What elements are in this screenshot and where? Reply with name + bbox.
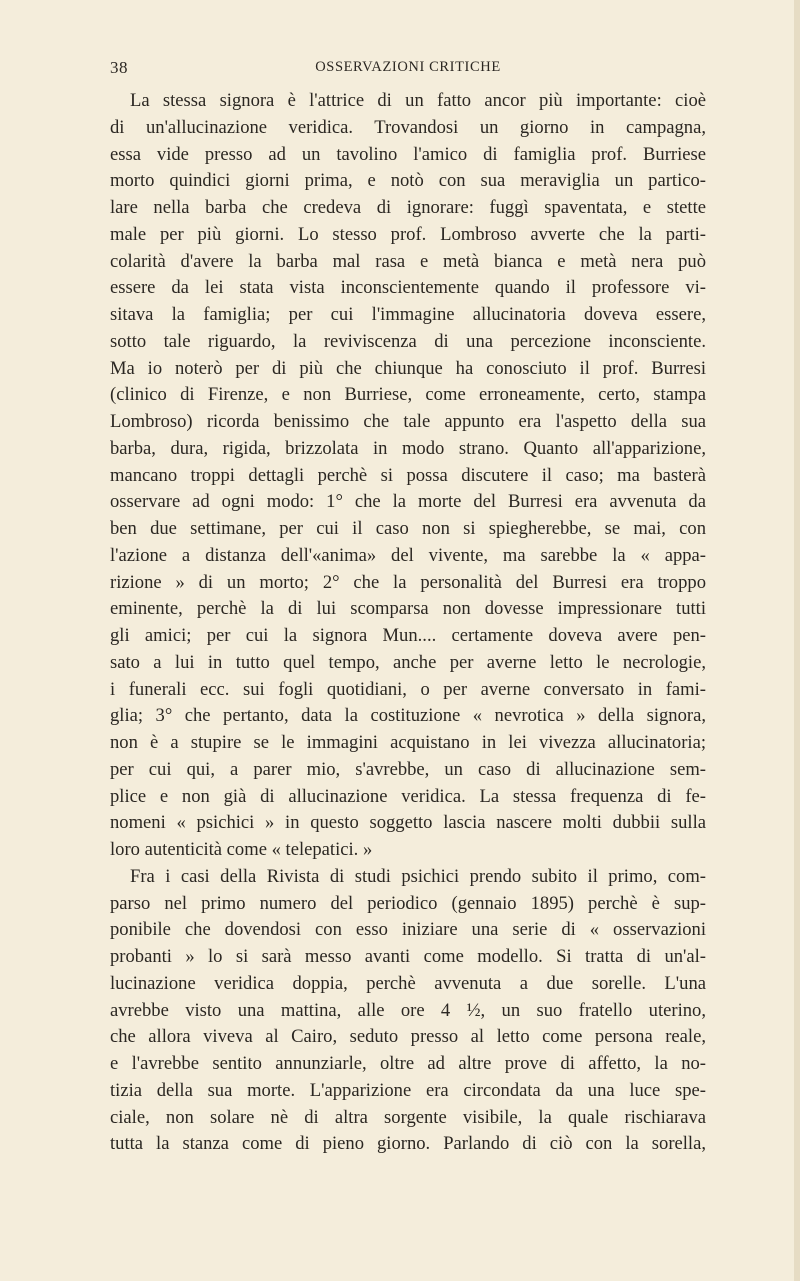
text-line: avrebbe visto una mattina, alle ore 4 ½, un suo fratello uterino, bbox=[110, 999, 706, 1021]
text-line: di un'allucinazione veridica. Trovandosi un giorno in campagna, bbox=[110, 116, 706, 138]
text-line: osservare ad ogni modo: 1° che la morte del Burresi era avvenuta da bbox=[110, 491, 706, 513]
text-line: Fra i casi della Rivista di studi psichici prendo subito il primo, com- bbox=[130, 865, 706, 887]
paragraph-2 bbox=[110, 864, 706, 1158]
text-line: nomeni « psichici » in questo soggetto lascia nascere molti dubbii sulla bbox=[110, 812, 706, 834]
text-line: essere da lei stata vista inconscientemente quando il professore vi- bbox=[110, 277, 706, 299]
text-line: Lombroso) ricorda benissimo che tale appunto era l'aspetto della sua bbox=[110, 411, 706, 432]
text-line: l'azione a distanza dell'«anima» del vivente, ma sarebbe la « appa- bbox=[110, 544, 706, 566]
text-line: parso nel primo numero del periodico (gennaio 1895) perchè è sup- bbox=[110, 892, 706, 914]
text-line: tizia della sua morte. L'apparizione era circondata da una luce spe- bbox=[110, 1079, 706, 1101]
text-line: loro autenticità come « telepatici. » bbox=[110, 839, 373, 860]
text-line: male per più giorni. Lo stesso prof. Lombroso avverte che la parti- bbox=[110, 223, 706, 245]
running-title: OSSERVAZIONI CRITICHE bbox=[315, 59, 501, 75]
text-line: rizione » di un morto; 2° che la personalità del Burresi era troppo bbox=[110, 571, 706, 593]
text-line: morto quindici giorni prima, e notò con sua meraviglia un partico- bbox=[110, 170, 706, 192]
page-edge-shadow bbox=[794, 0, 800, 1281]
text-line: e l'avrebbe sentito annunziarle, oltre ad altre prove di affetto, la no- bbox=[110, 1053, 706, 1074]
page-header bbox=[110, 58, 706, 86]
text-line: sitava la famiglia; per cui l'immagine allucinatoria doveva essere, bbox=[110, 304, 706, 325]
text-line: La stessa signora è l'attrice di un fatto ancor più importante: cioè bbox=[130, 90, 706, 111]
text-line: eminente, perchè la di lui scomparsa non dovesse impressionare tutti bbox=[110, 598, 706, 620]
text-line: ben due settimane, per cui il caso non si spiegherebbe, se mai, con bbox=[110, 518, 706, 539]
text-line: ponibile che dovendosi con esso iniziare una serie di « osservazioni bbox=[110, 919, 706, 941]
text-line: glia; 3° che pertanto, data la costituzione « nevrotica » della signora, bbox=[110, 705, 706, 727]
text-line: essa vide presso ad un tavolino l'amico di famiglia prof. Burriese bbox=[110, 143, 706, 165]
text-line: sotto tale riguardo, la reviviscenza di una percezione inconsciente. bbox=[110, 330, 706, 352]
text-line: mancano troppi dettagli perchè si possa discutere il caso; ma basterà bbox=[110, 464, 706, 486]
text-line: (clinico di Firenze, e non Burriese, come erroneamente, certo, stampa bbox=[110, 384, 706, 406]
text-line: tutta la stanza come di pieno giorno. Parlando di ciò con la sorella, bbox=[110, 1133, 706, 1155]
text-line: plice e non già di allucinazione veridica. La stessa frequenza di fe- bbox=[110, 785, 706, 807]
text-line: lucinazione veridica doppia, perchè avvenuta a due sorelle. L'una bbox=[110, 972, 706, 994]
text-line: lare nella barba che credeva di ignorare: fuggì spaventata, e stette bbox=[110, 197, 706, 218]
text-line: colarità d'avere la barba mal rasa e metà bianca e metà nera può bbox=[110, 250, 706, 272]
text-line: per cui qui, a parer mio, s'avrebbe, un caso di allucinazione sem- bbox=[110, 758, 706, 780]
text-line: che allora viveva al Cairo, seduto presso al letto come persona reale, bbox=[110, 1026, 706, 1048]
text-line: ciale, non solare nè di altra sorgente visibile, la quale rischiarava bbox=[110, 1106, 706, 1128]
text-line: barba, dura, rigida, brizzolata in modo strano. Quanto all'apparizione, bbox=[110, 437, 706, 459]
text-line: non è a stupire se le immagini acquistano in lei vivezza allucinatoria; bbox=[110, 732, 706, 753]
page-number: 38 bbox=[110, 58, 128, 77]
text-line: probanti » lo si sarà messo avanti come modello. Si tratta di un'al- bbox=[110, 946, 706, 967]
text-line: gli amici; per cui la signora Mun.... certamente doveva avere pen- bbox=[110, 625, 706, 646]
paragraph-1 bbox=[110, 88, 706, 864]
text-line: sato a lui in tutto quel tempo, anche per averne letto le necrologie, bbox=[110, 651, 706, 673]
text-line: Ma io noterò per di più che chiunque ha conosciuto il prof. Burresi bbox=[110, 357, 706, 379]
body-text bbox=[110, 88, 706, 1158]
text-line: i funerali ecc. sui fogli quotidiani, o per averne conversato in fami- bbox=[110, 678, 706, 700]
